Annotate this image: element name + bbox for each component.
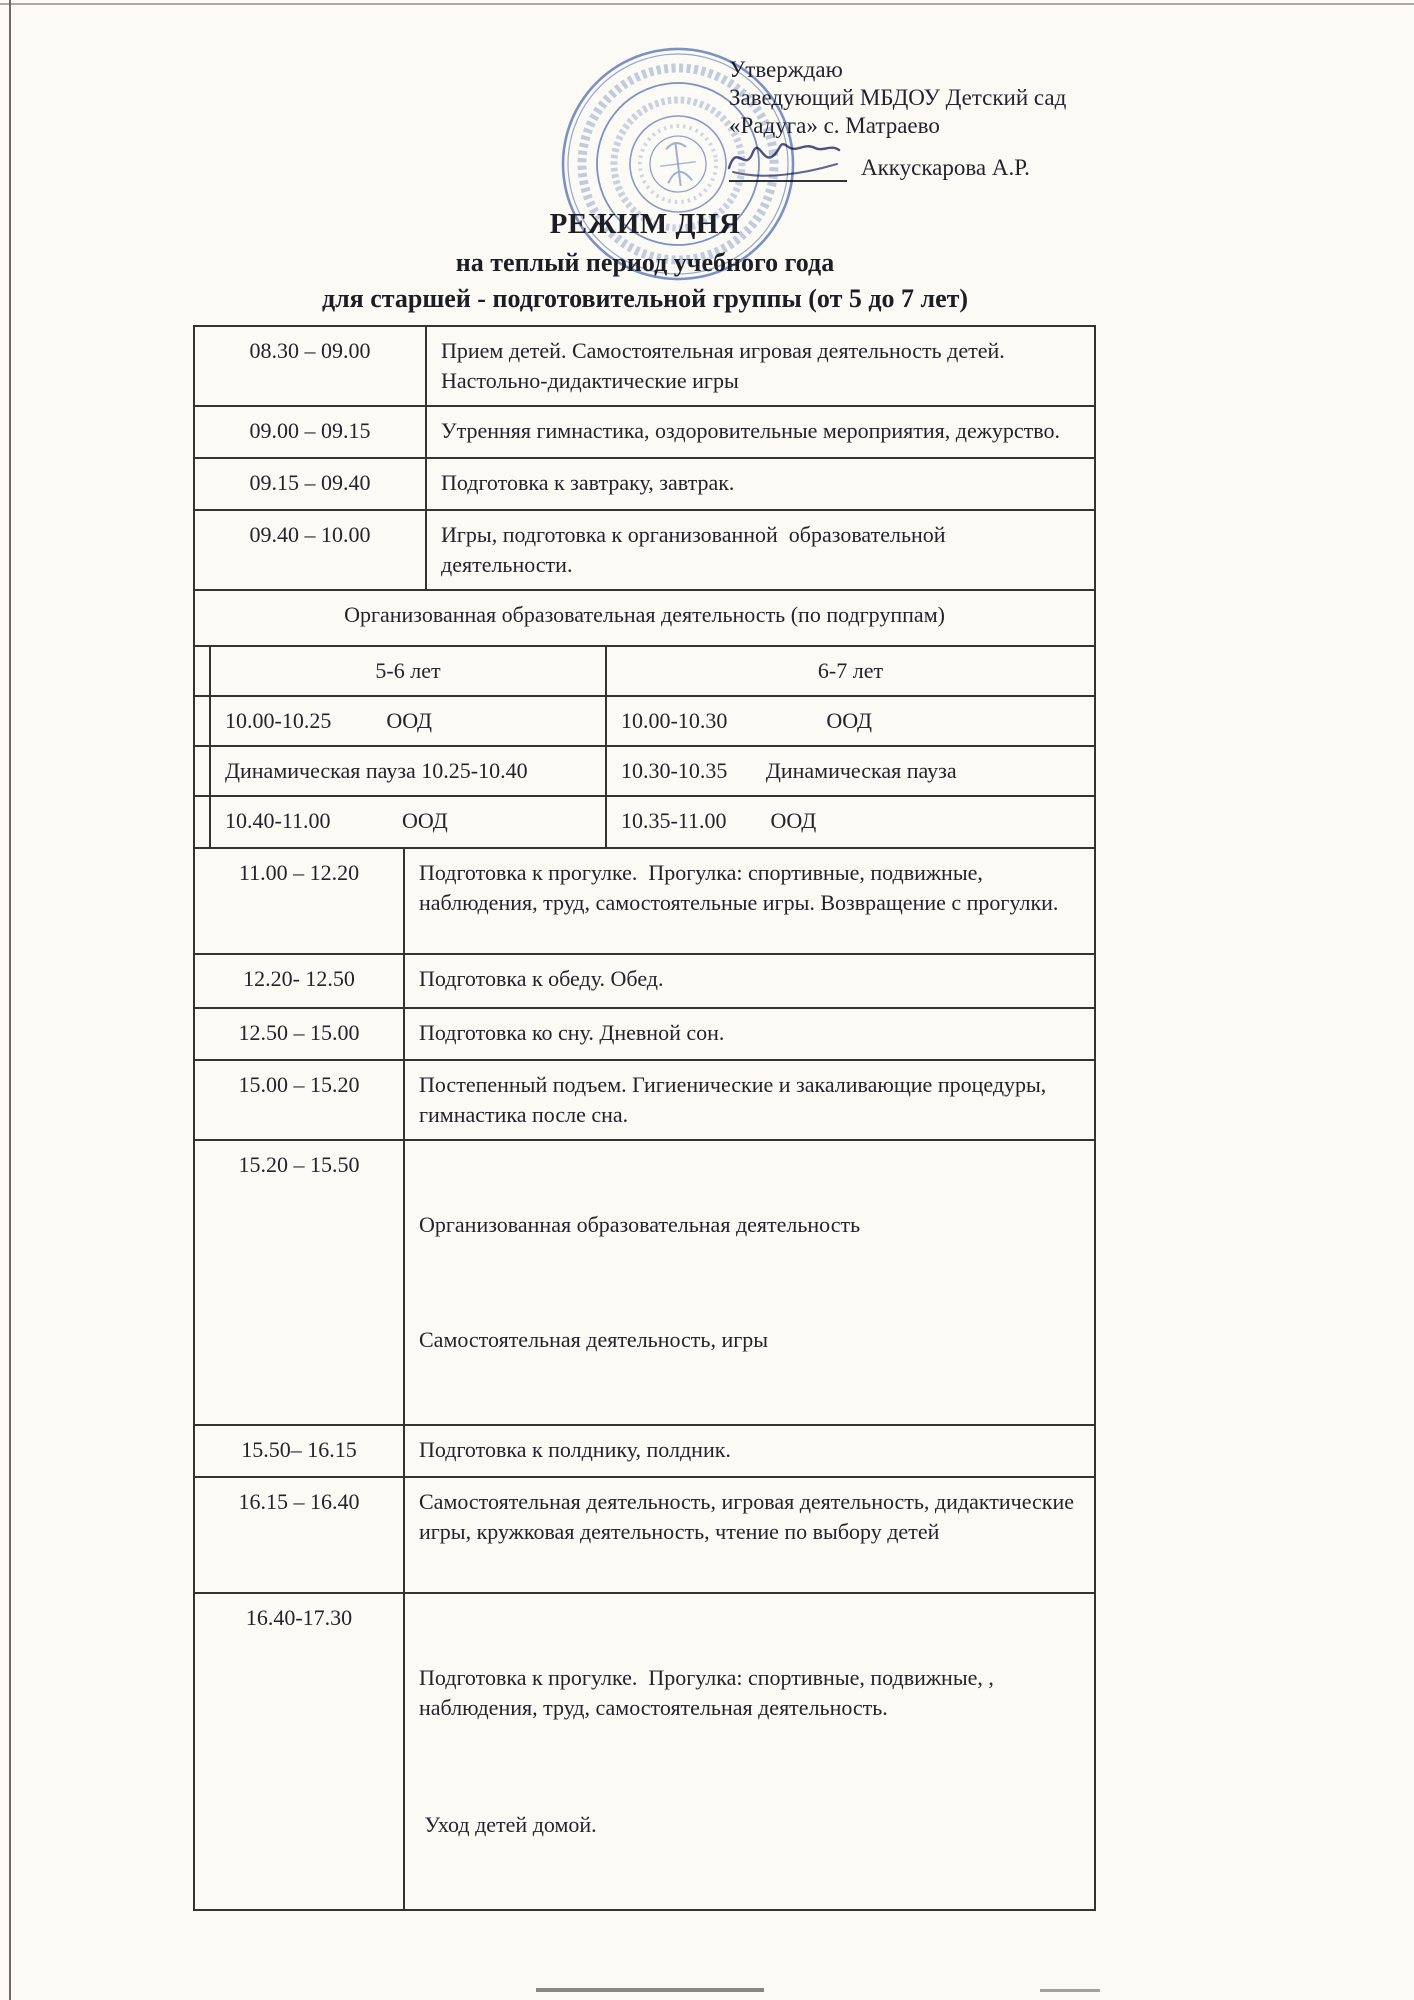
subgroup-left-cell: 10.40-11.00 ООД (210, 796, 606, 848)
activity-cell: Подготовка к обеду. Обед. (404, 954, 1095, 1008)
activity-paragraph-2: Самостоятельная деятельность, игры (419, 1327, 769, 1352)
subgroups-header-cell: Организованная образовательная деятельность (по подгруппам) (194, 590, 1095, 646)
spacer-cell (194, 696, 210, 746)
time-cell: 08.30 – 09.00 (194, 326, 426, 406)
table-row (194, 848, 1095, 954)
scan-edge-left (9, 0, 11, 2000)
subgroups-table (193, 589, 1096, 849)
scan-edge-top (0, 3, 1414, 5)
table-row (194, 1425, 1095, 1477)
table-row (194, 510, 1095, 590)
time-cell: 16.15 – 16.40 (194, 1477, 404, 1593)
time-cell: 15.20 – 15.50 (194, 1140, 404, 1425)
table-row (194, 1060, 1095, 1140)
table-row (194, 1140, 1095, 1425)
approval-line-2: Заведующий МБДОУ Детский сад (729, 85, 1067, 110)
table-row (194, 1593, 1095, 1910)
table-row (194, 796, 1095, 848)
table-row (194, 1008, 1095, 1060)
time-cell: 11.00 – 12.20 (194, 848, 404, 954)
time-cell: 12.20- 12.50 (194, 954, 404, 1008)
activity-cell: Подготовка ко сну. Дневной сон. (404, 1008, 1095, 1060)
spacer-cell (194, 646, 210, 696)
activity-cell (404, 1593, 1095, 1910)
subgroup-right-cell: 10.30-10.35 Динамическая пауза (606, 746, 1095, 796)
time-cell: 09.15 – 09.40 (194, 458, 426, 510)
signature-line (729, 158, 847, 182)
schedule-table-top (193, 325, 1096, 591)
activity-cell: Утренняя гимнастика, оздоровительные мероприятия, дежурство. (426, 406, 1095, 458)
subgroup-left-cell: Динамическая пауза 10.25-10.40 (210, 746, 606, 796)
activity-paragraph-2: Уход детей домой. (419, 1812, 597, 1837)
spacer-cell (194, 746, 210, 796)
scan-edge-bottom-mark (536, 1988, 764, 1992)
spacer-cell (194, 796, 210, 848)
approval-line-1: Утверждаю (729, 57, 843, 82)
schedule-tables (193, 325, 1094, 1911)
subgroup-right-cell: 10.35-11.00 ООД (606, 796, 1095, 848)
table-row (194, 746, 1095, 796)
activity-paragraph-1: Подготовка к прогулке. Прогулка: спортивные, подвижные, , наблюдения, труд, самостоятельная деятельность. (419, 1665, 1000, 1720)
activity-cell: Подготовка к завтраку, завтрак. (426, 458, 1095, 510)
activity-cell: Постепенный подъем. Гигиенические и закаливающие процедуры, гимнастика после сна. (404, 1060, 1095, 1140)
table-row (194, 954, 1095, 1008)
title-line-1: РЕЖИМ ДНЯ (549, 208, 741, 240)
subgroup-left-cell: 10.00-10.25 ООД (210, 696, 606, 746)
signature-icon (721, 136, 853, 182)
table-row (194, 406, 1095, 458)
subgroup-left-header: 5-6 лет (210, 646, 606, 696)
time-cell: 09.40 – 10.00 (194, 510, 426, 590)
time-cell: 12.50 – 15.00 (194, 1008, 404, 1060)
subgroup-right-cell: 10.00-10.30 ООД (606, 696, 1095, 746)
approval-signer-name: Аккускарова А.Р. (861, 155, 1030, 180)
activity-cell: Подготовка к прогулке. Прогулка: спортивные, подвижные, наблюдения, труд, самостоятельные игры. Возвращение с прогулки. (404, 848, 1095, 954)
subgroup-right-header: 6-7 лет (606, 646, 1095, 696)
time-cell: 15.50– 16.15 (194, 1425, 404, 1477)
time-cell: 16.40-17.30 (194, 1593, 404, 1910)
activity-cell: Самостоятельная деятельность, игровая деятельность, дидактические игры, кружковая деятельность, чтение по выбору детей (404, 1477, 1095, 1593)
activity-paragraph-1: Организованная образовательная деятельность (419, 1212, 861, 1237)
schedule-table-bottom (193, 847, 1096, 1911)
table-row (194, 1477, 1095, 1593)
activity-cell: Прием детей. Самостоятельная игровая деятельность детей. Настольно-дидактические игры (426, 326, 1095, 406)
time-cell: 15.00 – 15.20 (194, 1060, 404, 1140)
activity-cell (404, 1140, 1095, 1425)
approval-block (729, 56, 1066, 182)
activity-cell: Подготовка к полднику, полдник. (404, 1425, 1095, 1477)
activity-cell: Игры, подготовка к организованной образовательной деятельности. (426, 510, 1095, 590)
title-line-3: для старшей - подготовительной группы (от 5 до 7 лет) (321, 284, 969, 313)
document-title (150, 208, 1140, 314)
time-cell: 09.00 – 09.15 (194, 406, 426, 458)
table-row (194, 696, 1095, 746)
table-row (194, 458, 1095, 510)
title-line-2: на теплый период учебного года (455, 248, 835, 277)
table-row (194, 590, 1095, 646)
table-row (194, 326, 1095, 406)
approval-line-3: «Радуга» с. Матраево (729, 113, 940, 138)
signature-row (729, 154, 1066, 182)
scan-edge-bottom-mark-2 (1040, 1989, 1100, 1992)
table-row (194, 646, 1095, 696)
